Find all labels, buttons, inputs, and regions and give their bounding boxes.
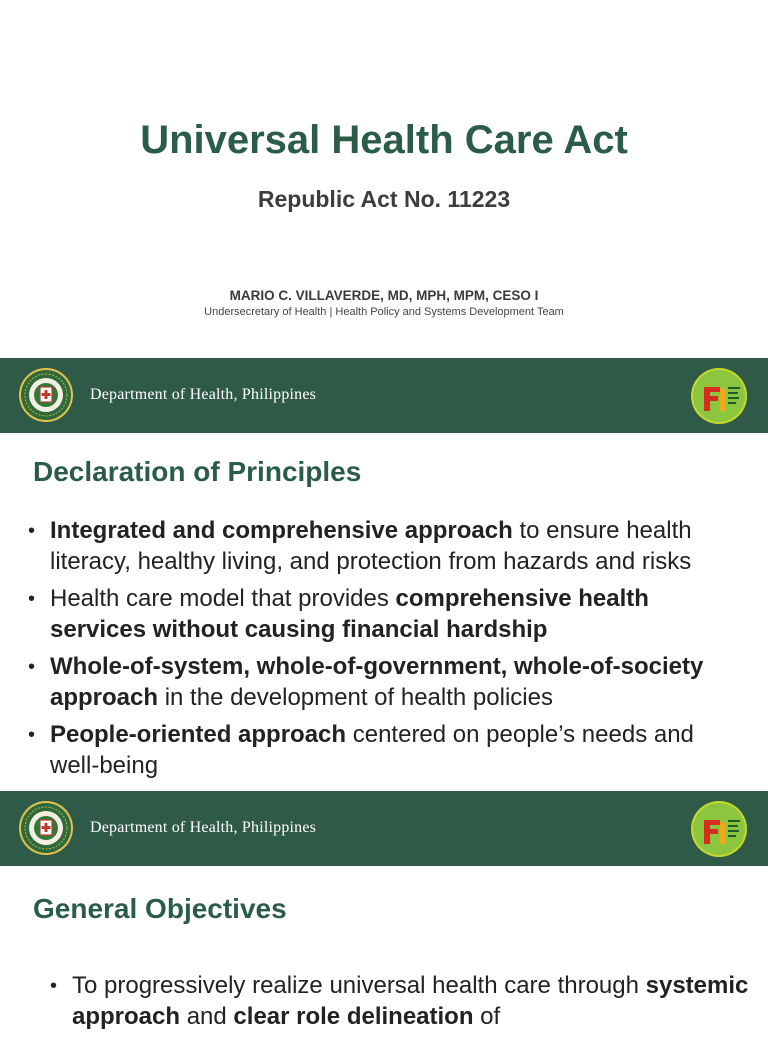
list-item: • To progressively realize universal health care through systemic approach and clear role delineation of — [50, 972, 749, 1030]
page-subtitle: Republic Act No. 11223 — [257, 186, 511, 212]
list-item: • Health care model that provides comprehensive health services without causing financial hardship — [28, 585, 649, 643]
list-item: • Whole-of-system, whole-of-government, whole-of-society approach in the development of health policies — [28, 653, 704, 711]
uhc-logo-icon — [690, 367, 748, 425]
list-item: • People-oriented approach centered on people’s needs and well-being — [28, 721, 694, 779]
page-title: Universal Health Care Act — [140, 118, 628, 162]
presenter-role: Undersecretary of Health | Health Policy and Systems Development Team — [204, 306, 564, 318]
principles-list — [28, 515, 748, 787]
department-banner — [0, 358, 768, 433]
objectives-list — [50, 970, 750, 1038]
principles-heading: Declaration of Principles — [33, 456, 362, 487]
department-banner — [0, 791, 768, 866]
objectives-heading: General Objectives — [33, 893, 287, 924]
department-label: Department of Health, Philippines — [90, 819, 317, 836]
doh-seal-icon — [18, 367, 74, 423]
uhc-logo-icon — [690, 800, 748, 858]
doh-seal-icon — [18, 800, 74, 856]
department-label: Department of Health, Philippines — [90, 386, 317, 403]
list-item: • Integrated and comprehensive approach to ensure health literacy, healthy living, and protection from hazards and risks — [28, 517, 692, 575]
presenter-name: MARIO C. VILLAVERDE, MD, MPH, MPM, CESO I — [229, 288, 539, 303]
